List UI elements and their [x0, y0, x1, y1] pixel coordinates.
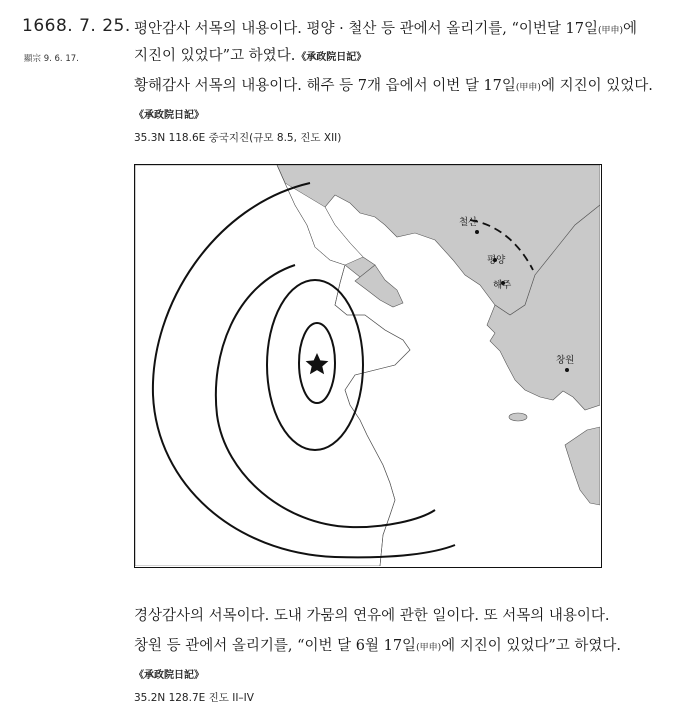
paragraph1-source: 《承政院日記》 — [134, 110, 204, 121]
p2-line2-tail: 에 지진이 있었다”고 하였다. — [441, 638, 622, 654]
p1-line3-ganji: (甲申) — [515, 83, 541, 93]
p1-line2-text: 지진이 있었다”고 하였다. — [134, 48, 296, 64]
kyushu — [565, 427, 600, 505]
p2-line2-ganji: (甲申) — [416, 643, 442, 653]
p1-line3-text: 황해감사 서목의 내용이다. 해주 등 7개 읍에서 이번 달 17일 — [134, 78, 516, 94]
jeju-island — [509, 413, 527, 421]
entry-date: 1668. 7. 25. — [22, 16, 131, 36]
p1-line1-tail: 에 — [623, 21, 638, 37]
isoseismal-map — [134, 164, 602, 568]
era-date: 顯宗 9. 6. 17. — [24, 54, 79, 64]
map-svg — [135, 165, 600, 566]
label-haeju: 해주 — [493, 280, 512, 291]
label-changwon: 창원 — [556, 355, 575, 366]
cheolsan-marker — [475, 230, 479, 234]
changwon-marker — [565, 368, 569, 372]
paragraph1-line2 — [134, 44, 366, 65]
p1-line1-text: 평안감사 서목의 내용이다. 평양 · 철산 등 관에서 올리기를, “이번달 17일 — [134, 21, 598, 37]
paragraph2-line2 — [134, 634, 621, 655]
paragraph1-line3 — [134, 74, 653, 95]
p1-line3-tail: 에 지진이 있었다. — [540, 78, 653, 94]
paragraph2-source: 《承政院日記》 — [134, 670, 204, 681]
p2-line2-text: 창원 등 관에서 올리기를, “이번 달 6월 17일 — [134, 638, 417, 654]
paragraph2-coords: 35.2N 128.7E 진도 II–IV — [134, 692, 254, 704]
paragraph2-line1: 경상감사의 서목이다. 도내 가뭄의 연유에 관한 일이다. 또 서목의 내용이다. — [134, 608, 610, 624]
p1-line2-source: 《承政院日記》 — [296, 52, 367, 63]
label-cheolsan: 철산 — [459, 217, 478, 228]
paragraph1-coords: 35.3N 118.6E 중국지진(규모 8.5, 진도 XII) — [134, 132, 342, 144]
paragraph1-line1 — [134, 17, 637, 38]
p1-line1-ganji: (甲申) — [597, 26, 624, 36]
label-pyongyang: 평양 — [487, 255, 506, 266]
east-china-mainland — [135, 165, 410, 566]
